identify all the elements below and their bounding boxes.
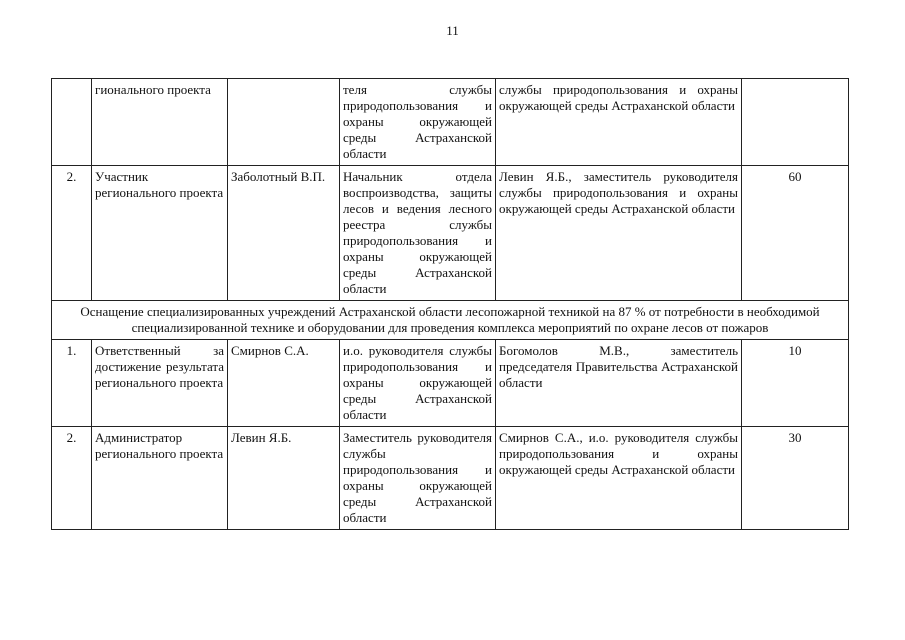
row-value: 60: [742, 166, 849, 301]
participants-table: [51, 78, 849, 530]
table-row: [52, 166, 849, 301]
row-name: Заболотный В.П.: [228, 166, 340, 301]
section-title: Оснащение специализированных учреждений Астраханской области лесопожарной техникой на 87 % от потребности в необходимой специализированной технике и оборудовании для проведения комплекса мероприятий по охране лесов от пожаров: [52, 301, 849, 340]
row-number: 2.: [52, 166, 92, 301]
row-number: 2.: [52, 427, 92, 530]
row-supervisor: Богомолов М.В., заместитель председателя Правительства Астраханской области: [496, 340, 742, 427]
row-role: Участник регионального проекта: [92, 166, 228, 301]
row-position: и.о. руководителя службы природопользования и охраны окружающей среды Астраханской области: [340, 340, 496, 427]
row-name: [228, 79, 340, 166]
row-number: 1.: [52, 340, 92, 427]
table-row: [52, 340, 849, 427]
table-row: [52, 427, 849, 530]
table-row: [52, 79, 849, 166]
row-supervisor: Смирнов С.А., и.о. руководителя службы природопользования и охраны окружающей среды Астраханской области: [496, 427, 742, 530]
section-row: [52, 301, 849, 340]
row-number: [52, 79, 92, 166]
row-value: [742, 79, 849, 166]
row-position: теля службы природопользования и охраны окружающей среды Астраханской области: [340, 79, 496, 166]
row-role: Администратор регионального проекта: [92, 427, 228, 530]
row-value: 30: [742, 427, 849, 530]
row-value: 10: [742, 340, 849, 427]
row-supervisor: Левин Я.Б., заместитель руководителя службы природопользования и охраны окружающей среды Астраханской области: [496, 166, 742, 301]
row-position: Начальник отдела воспроизводства, защиты лесов и ведения лесного реестра службы природопользования и охраны окружающей среды Астраханской области: [340, 166, 496, 301]
row-role: гионального проекта: [92, 79, 228, 166]
row-role: Ответственный за достижение результата регионального проекта: [92, 340, 228, 427]
page-number: 11: [446, 23, 459, 38]
row-position: Заместитель руководителя службы природопользования и охраны окружающей среды Астраханской области: [340, 427, 496, 530]
row-name: Левин Я.Б.: [228, 427, 340, 530]
row-name: Смирнов С.А.: [228, 340, 340, 427]
row-supervisor: службы природопользования и охраны окружающей среды Астраханской области: [496, 79, 742, 166]
